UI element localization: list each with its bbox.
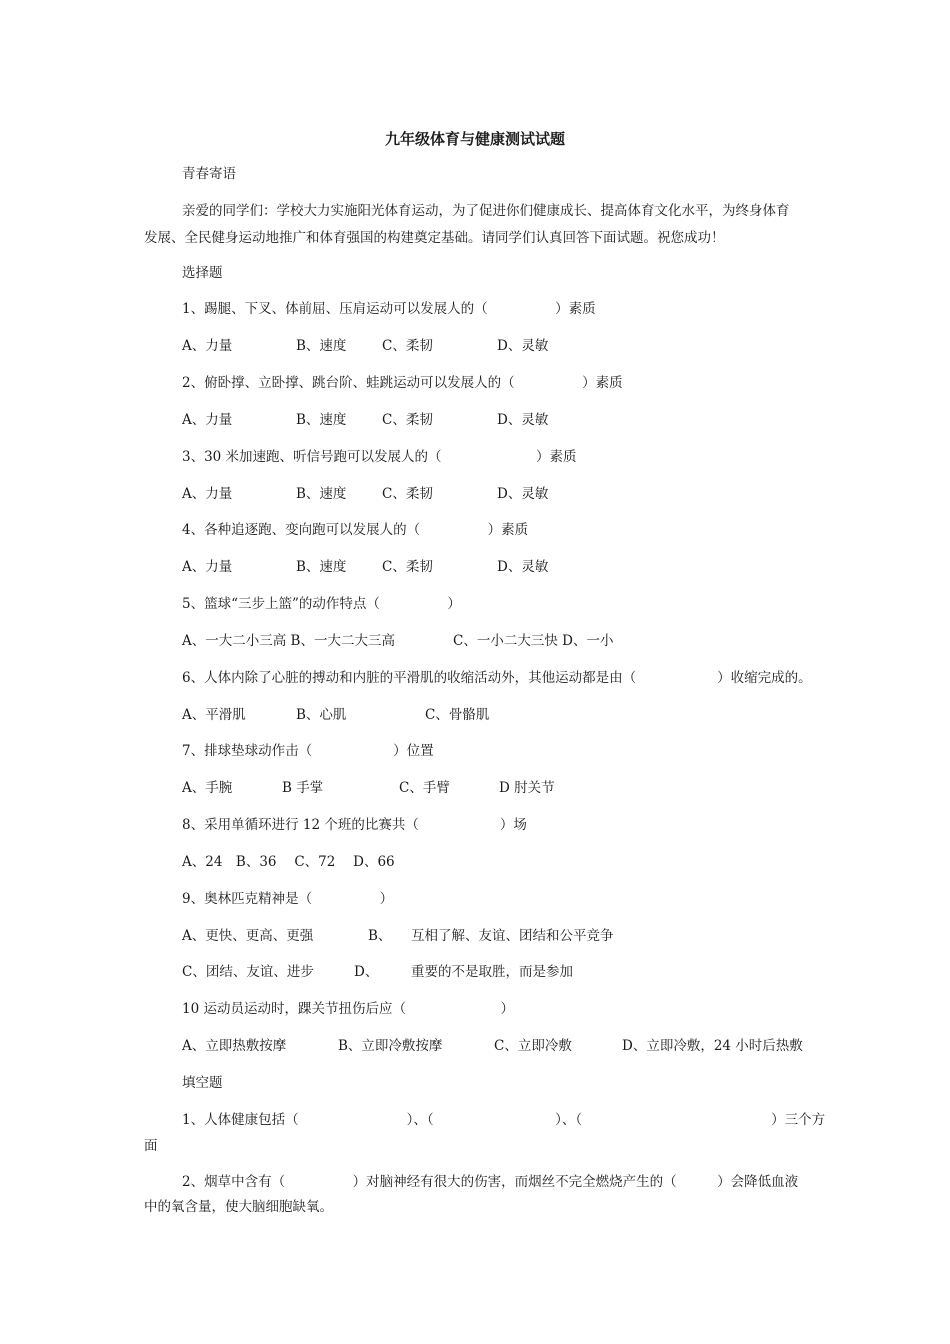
- intro-line-2: 发展、全民健身运动地推广和体育强国的构建奠定基础。请同学们认真回答下面试题。祝您成功！: [144, 230, 725, 246]
- question-4-stem: 4、各种追逐跑、变向跑可以发展人的（ ）素质: [182, 522, 529, 538]
- question-1-option-a: A、力量: [182, 338, 233, 354]
- question-10-option-d: D、立即冷敷，24 小时后热敷: [622, 1038, 803, 1054]
- question-8-options: A、24 B、36 C、72 D、66: [182, 854, 395, 870]
- question-7-stem: 7、排球垫球动作击（ ）位置: [182, 743, 434, 759]
- question-3-option-c: C、柔韧: [382, 486, 433, 502]
- question-3-option-b: B、速度: [296, 486, 347, 502]
- question-8-stem: 8、采用单循环进行 12 个班的比赛共（ ）场: [182, 817, 527, 833]
- question-9-option-a: A、更快、更高、更强: [182, 928, 314, 944]
- fill-question-2-line-1: 2、烟草中含有（ ）对脑神经有很大的伤害，而烟丝不完全燃烧产生的（ ）会降低血液: [182, 1174, 799, 1190]
- question-10-option-b: B、立即冷敷按摩: [338, 1038, 443, 1054]
- page-title: 九年级体育与健康测试试题: [384, 130, 565, 148]
- question-10-option-a: A、立即热敷按摩: [182, 1038, 287, 1054]
- question-7-option-a: A、手腕: [182, 780, 233, 796]
- question-2-stem: 2、俯卧撑、立卧撑、跳台阶、蛙跳运动可以发展人的（ ）素质: [182, 375, 623, 391]
- question-10-stem: 10 运动员运动时，踝关节扭伤后应（ ）: [182, 1001, 514, 1017]
- question-6-stem: 6、人体内除了心脏的搏动和内脏的平滑肌的收缩活动外，其他运动都是由（ ）收缩完成的。: [182, 670, 812, 686]
- question-1-option-b: B、速度: [296, 338, 347, 354]
- question-4-option-d: D、灵敏: [497, 559, 549, 575]
- question-9-option-d-text: 重要的不是取胜，而是参加: [411, 964, 573, 980]
- question-1-option-c: C、柔韧: [382, 338, 433, 354]
- question-4-option-a: A、力量: [182, 559, 233, 575]
- question-5-options-cd: C、一小二大三快 D、一小: [453, 633, 614, 649]
- question-1-stem: 1、踢腿、下叉、体前屈、压肩运动可以发展人的（ ）素质: [182, 301, 596, 317]
- question-2-option-c: C、柔韧: [382, 412, 433, 428]
- question-9-stem: 9、奥林匹克精神是（ ）: [182, 891, 394, 907]
- fill-heading: 填空题: [182, 1075, 223, 1091]
- question-2-option-a: A、力量: [182, 412, 233, 428]
- fill-question-2-line-2: 中的氧含量，使大脑细胞缺氧。: [144, 1199, 333, 1215]
- question-7-option-b: B 手掌: [282, 780, 324, 796]
- question-3-stem: 3、30 米加速跑、听信号跑可以发展人的（ ）素质: [182, 449, 577, 465]
- question-9-option-c: C、团结、友谊、进步: [182, 964, 314, 980]
- question-9-option-d-label: D、: [354, 964, 379, 980]
- question-9-option-b-text: 互相了解、友谊、团结和公平竞争: [411, 928, 614, 944]
- question-6-option-c: C、骨骼肌: [425, 707, 490, 723]
- question-3-option-a: A、力量: [182, 486, 233, 502]
- intro-heading: 青春寄语: [182, 166, 236, 182]
- question-6-option-a: A、平滑肌: [182, 707, 246, 723]
- fill-question-1-line-1: 1、人体健康包括（ ）、（ ）、（ ）三个方: [182, 1112, 826, 1128]
- question-7-option-c: C、手臂: [399, 780, 450, 796]
- question-7-option-d: D 肘关节: [499, 780, 555, 796]
- question-6-option-b: B、心肌: [296, 707, 347, 723]
- question-2-option-d: D、灵敏: [497, 412, 549, 428]
- question-9-option-b-label: B、: [368, 928, 392, 944]
- question-4-option-c: C、柔韧: [382, 559, 433, 575]
- intro-line-1: 亲爱的同学们：学校大力实施阳光体育运动，为了促进你们健康成长、提高体育文化水平，为终身体育: [182, 203, 790, 219]
- fill-question-1-line-2: 面: [144, 1138, 158, 1154]
- question-4-option-b: B、速度: [296, 559, 347, 575]
- question-5-stem: 5、篮球“三步上篮”的动作特点（ ）: [182, 596, 461, 612]
- question-3-option-d: D、灵敏: [497, 486, 549, 502]
- mc-heading: 选择题: [182, 265, 223, 281]
- question-10-option-c: C、立即冷敷: [494, 1038, 572, 1054]
- question-1-option-d: D、灵敏: [497, 338, 549, 354]
- question-5-options-ab: A、一大二小三高 B、一大二大三高: [182, 633, 395, 649]
- question-2-option-b: B、速度: [296, 412, 347, 428]
